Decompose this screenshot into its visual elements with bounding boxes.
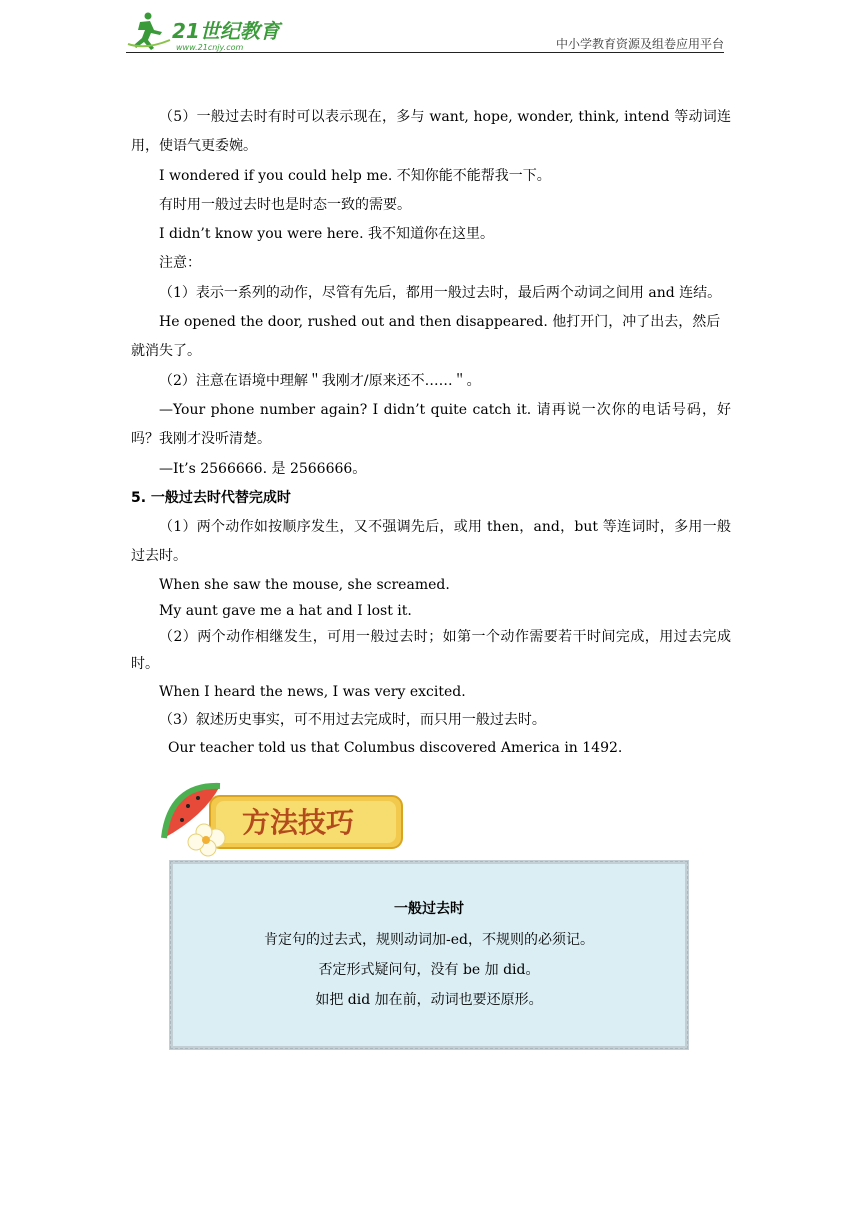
tips-banner xyxy=(160,776,410,858)
header-divider xyxy=(126,52,724,53)
logo-url: www.21cnjy.com xyxy=(176,43,244,52)
example-sentence: —Your phone number again? I didn’t quite catch it. 请再说一次你的电话号码，好吗？我刚才没听清楚。 xyxy=(131,401,731,448)
tips-line: 如把 did 加在前，动词也要还原形。 xyxy=(315,992,543,1008)
tips-line: 否定形式疑问句，没有 be 加 did。 xyxy=(318,962,540,978)
page-header xyxy=(126,8,724,54)
platform-name: 中小学教育资源及组卷应用平台 xyxy=(555,37,724,51)
paragraph: （3）叙述历史事实，可不用过去完成时，而只用一般过去时。 xyxy=(159,712,546,729)
paragraph: （2）注意在语境中理解＂我刚才/原来还不……＂。 xyxy=(159,372,481,389)
runner-icon xyxy=(145,13,152,20)
tips-line: 肯定句的过去式，规则动词加-ed，不规则的必须记。 xyxy=(264,932,594,948)
example-sentence: I wondered if you could help me. 不知你能不能帮我一下。 xyxy=(159,167,551,184)
tips-box xyxy=(169,860,689,1050)
section-heading: 5. 一般过去时代替完成时 xyxy=(131,489,291,506)
logo-text: 21世纪教育 xyxy=(172,19,280,43)
paragraph: （2）两个动作相继发生，可用一般过去时；如第一个动作需要若干时间完成，用过去完成时。 xyxy=(131,628,731,672)
note-label: 注意： xyxy=(159,255,201,272)
example-sentence: Our teacher told us that Columbus discovered America in 1492. xyxy=(168,740,623,757)
paragraph: （5）一般过去时有时可以表示现在，多与 want, hope, wonder, think, intend 等动词连用，使语气更委婉。 xyxy=(131,109,731,155)
example-sentence: When I heard the news, I was very excited. xyxy=(159,683,466,700)
paragraph: （1）表示一系列的动作，尽管有先后，都用一般过去时，最后两个动词之间用 and 连结。 xyxy=(159,284,722,301)
paragraph: （1）两个动作如按顺序发生，又不强调先后，或用 then，and，but 等连词时，多用一般过去时。 xyxy=(131,519,731,565)
example-sentence: My aunt gave me a hat and I lost it. xyxy=(159,602,412,619)
banner-label: 方法技巧 xyxy=(242,806,355,839)
example-sentence: He opened the door, rushed out and then disappeared. 他打开门，冲了出去，然后就消失了。 xyxy=(131,314,721,360)
example-sentence: I didn’t know you were here. 我不知道你在这里。 xyxy=(159,226,494,243)
logo xyxy=(126,10,296,54)
tips-title: 一般过去时 xyxy=(394,901,464,917)
main-content xyxy=(131,103,731,763)
example-sentence: When she saw the mouse, she screamed. xyxy=(159,576,450,593)
paragraph: 有时用一般过去时也是时态一致的需要。 xyxy=(159,196,411,213)
example-sentence: —It’s 2566666. 是 2566666。 xyxy=(159,460,367,477)
